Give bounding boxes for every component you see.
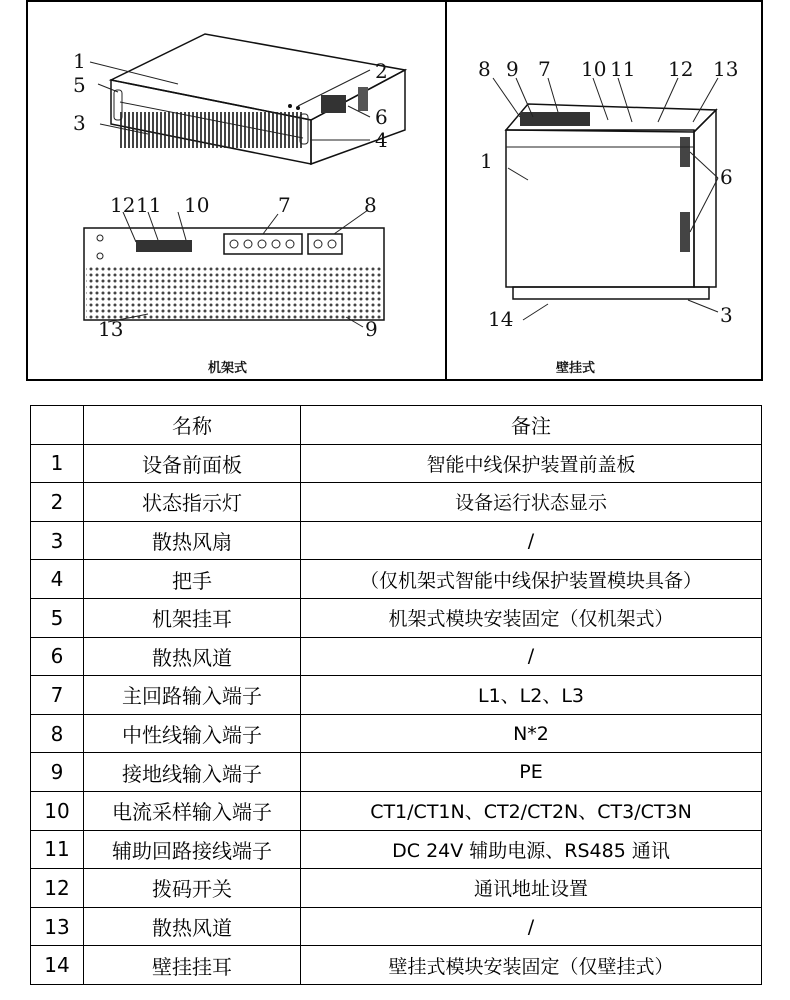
table-row	[31, 521, 762, 560]
row-name: 中性线输入端子	[84, 714, 301, 753]
row-remark: /	[301, 521, 762, 560]
callout-1: 1	[480, 149, 493, 173]
callout-2: 2	[375, 59, 388, 83]
row-number: 4	[31, 560, 84, 599]
table-row	[31, 444, 762, 483]
callout-12: 12	[668, 57, 694, 81]
row-name: 散热风扇	[84, 521, 301, 560]
terminal-strip-dip	[136, 240, 192, 252]
table-row	[31, 907, 762, 946]
neutral-terminal-block	[308, 234, 342, 254]
row-name: 设备前面板	[84, 444, 301, 483]
callout-4: 4	[375, 128, 388, 152]
row-remark: 机架式模块安装固定（仅机架式）	[301, 598, 762, 637]
row-number: 3	[31, 521, 84, 560]
callout-3: 3	[73, 111, 86, 135]
row-number: 6	[31, 637, 84, 676]
table-header-row	[31, 406, 762, 445]
row-remark: 通讯地址设置	[301, 869, 762, 908]
row-name: 电流采样输入端子	[84, 791, 301, 830]
row-number: 11	[31, 830, 84, 869]
device-drawings	[28, 2, 765, 383]
callout-8: 8	[364, 193, 377, 217]
row-number: 1	[31, 444, 84, 483]
row-number: 8	[31, 714, 84, 753]
row-remark: PE	[301, 753, 762, 792]
callout-1: 1	[73, 49, 86, 73]
component-table	[30, 405, 762, 985]
row-number: 9	[31, 753, 84, 792]
vent-holes	[86, 267, 382, 319]
row-remark: /	[301, 907, 762, 946]
row-remark: /	[301, 637, 762, 676]
callout-7: 7	[538, 57, 551, 81]
callout-13: 13	[713, 57, 739, 81]
callout-6: 6	[720, 165, 733, 189]
row-name: 拨码开关	[84, 869, 301, 908]
callout-11: 11	[610, 57, 636, 81]
rack-rear-panel-drawing	[84, 228, 384, 320]
header-remark: 备注	[301, 406, 762, 445]
row-name: 状态指示灯	[84, 483, 301, 522]
callout-6: 6	[375, 105, 388, 129]
row-remark: DC 24V 辅助电源、RS485 通讯	[301, 830, 762, 869]
callout-11: 11	[136, 193, 162, 217]
table-row	[31, 830, 762, 869]
row-remark: 设备运行状态显示	[301, 483, 762, 522]
row-number: 2	[31, 483, 84, 522]
table-row	[31, 676, 762, 715]
row-remark: N*2	[301, 714, 762, 753]
row-number: 10	[31, 791, 84, 830]
callout-10: 10	[184, 193, 210, 217]
row-remark: 壁挂式模块安装固定（仅壁挂式）	[301, 946, 762, 985]
callout-10: 10	[581, 57, 607, 81]
callout-9: 9	[365, 317, 378, 341]
callout-13: 13	[98, 317, 124, 341]
wall-callouts	[478, 57, 738, 331]
rack-mount-caption: 机架式	[208, 361, 248, 376]
header-number	[31, 406, 84, 445]
fan-grille	[118, 112, 303, 148]
row-remark: CT1/CT1N、CT2/CT2N、CT3/CT3N	[301, 791, 762, 830]
callout-12: 12	[110, 193, 136, 217]
front-cover	[506, 130, 694, 287]
callout-9: 9	[506, 57, 519, 81]
header-name: 名称	[84, 406, 301, 445]
row-name: 壁挂挂耳	[84, 946, 301, 985]
callout-8: 8	[478, 57, 491, 81]
callout-5: 5	[73, 73, 86, 97]
row-name: 辅助回路接线端子	[84, 830, 301, 869]
table-row	[31, 637, 762, 676]
row-number: 12	[31, 869, 84, 908]
table-row	[31, 483, 762, 522]
callout-14: 14	[488, 307, 514, 331]
row-name: 散热风道	[84, 907, 301, 946]
row-name: 接地线输入端子	[84, 753, 301, 792]
row-number: 5	[31, 598, 84, 637]
wall-unit-drawing	[506, 104, 716, 299]
row-remark: 智能中线保护装置前盖板	[301, 444, 762, 483]
row-number: 7	[31, 676, 84, 715]
row-name: 散热风道	[84, 637, 301, 676]
callout-3: 3	[720, 303, 733, 327]
row-remark: （仅机架式智能中线保护装置模块具备）	[301, 560, 762, 599]
row-remark: L1、L2、L3	[301, 676, 762, 715]
rack-unit-drawing	[111, 34, 405, 164]
table-row	[31, 753, 762, 792]
row-number: 13	[31, 907, 84, 946]
wall-mount-caption: 壁挂式	[556, 361, 596, 376]
table-row	[31, 560, 762, 599]
row-number: 14	[31, 946, 84, 985]
table-row	[31, 598, 762, 637]
terminal-row	[520, 112, 590, 126]
row-name: 把手	[84, 560, 301, 599]
row-name: 主回路输入端子	[84, 676, 301, 715]
table-row	[31, 791, 762, 830]
table-row	[31, 714, 762, 753]
device-figure	[26, 0, 763, 381]
table-row	[31, 869, 762, 908]
main-terminal-block	[224, 234, 302, 254]
row-name: 机架挂耳	[84, 598, 301, 637]
table-row	[31, 946, 762, 985]
callout-7: 7	[278, 193, 291, 217]
